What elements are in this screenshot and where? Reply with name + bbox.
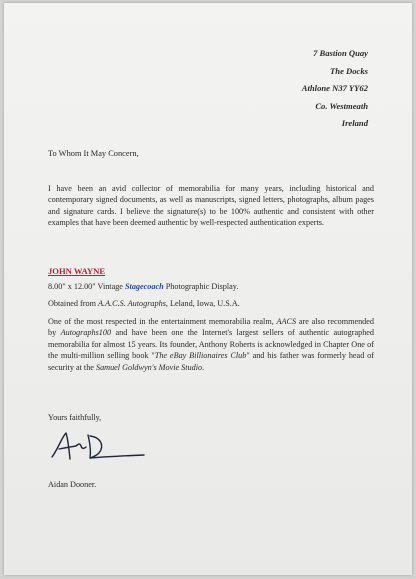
item-source (48, 299, 240, 308)
dealer-italic: Samuel Goldwyn's Movie Studio (95, 362, 203, 372)
dealer-text: are also recommended by (48, 317, 374, 338)
handwritten-signature (50, 427, 146, 465)
address-line: 7 Bastion Quay (313, 48, 368, 58)
item-name: JOHN WAYNE (48, 266, 106, 276)
item-description (48, 282, 238, 291)
obtained-suffix: , Leland, Iowa, U.S.A. (165, 299, 240, 308)
salutation: To Whom It May Concern, (48, 149, 139, 158)
sender-address (302, 45, 368, 133)
signer-name: Aidan Dooner. (48, 480, 97, 489)
closing: Yours faithfully, (48, 413, 102, 422)
obtained-source: A.A.C.S. Autographs (98, 299, 166, 308)
desc-prefix: 8.00" x 12.00" Vintage (48, 282, 125, 291)
obtained-prefix: Obtained from (48, 299, 99, 308)
desc-suffix: Photographic Display. (163, 282, 239, 291)
dealer-text: One of the most respected in the entertainment memorabilia realm, (48, 317, 277, 326)
dealer-italic: Autographs100 (60, 328, 112, 338)
dealer-text: . (202, 362, 205, 372)
intro-paragraph: I have been an avid collector of memorabilia for many years, including historical and contemporary signed documents, as well as manuscripts, signed letters, photographs, album pages and signature cards. I believe the signature(s) to be 100% authentic and consistent with other examples that have been deemed authentic by well-respected authentication experts. (48, 184, 374, 228)
dealer-text: " and his father was formerly head of security at the (48, 351, 374, 372)
address-line: Athlone N37 YY62 (301, 83, 368, 94)
dealer-paragraph (48, 316, 374, 373)
dealer-text: and have been one the Internet's largest sellers of authentic autographed memorabilia for almost 15 years. Its founder, Anthony Roberts is acknowledged in Chapter One of the multi-million selling book " (48, 328, 375, 361)
dealer-italic: AACS (276, 317, 297, 326)
address-line: The Docks (330, 65, 368, 76)
address-line: Co. Westmeath (315, 100, 368, 111)
letter-page (4, 3, 412, 575)
address-line: Ireland (341, 118, 368, 129)
desc-film-title: Stagecoach (125, 282, 164, 291)
dealer-italic: The eBay Billionaires Club (154, 351, 247, 361)
